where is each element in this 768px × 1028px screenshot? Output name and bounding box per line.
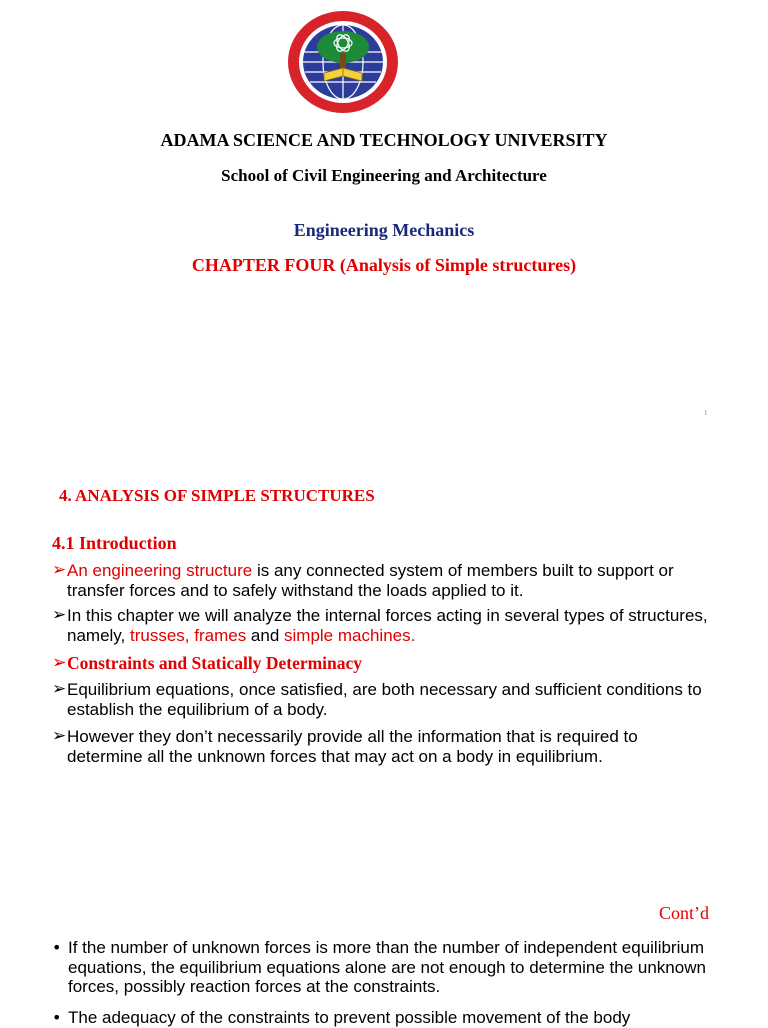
bullet-text: and <box>246 625 285 645</box>
university-logo <box>286 9 400 115</box>
university-name: ADAMA SCIENCE AND TECHNOLOGY UNIVERSITY <box>160 130 608 150</box>
dot-bullet-icon: • <box>52 1008 62 1027</box>
arrow-bullet-icon: ➢ <box>52 560 67 580</box>
bullet-constraint-adequacy <box>52 1008 712 1028</box>
bullet-text: Equilibrium equations, once satisfied, are both necessary and sufficient conditions to establish the equilibrium of a body. <box>67 680 702 719</box>
continued-label: Cont’d <box>658 903 709 923</box>
bullet-constraints-heading <box>52 653 712 673</box>
bullet-equilibrium-equations <box>52 680 712 719</box>
bullet-engineering-structure <box>52 561 712 600</box>
chapter-label: CHAPTER FOUR <box>191 255 336 275</box>
course-title: Engineering Mechanics <box>293 220 475 240</box>
bullet-text: The adequacy of the constraints to prevent possible movement of the body <box>68 1008 631 1027</box>
bullet-unknown-forces-count <box>52 938 712 997</box>
chapter-heading <box>0 255 768 276</box>
arrow-bullet-icon: ➢ <box>52 679 67 699</box>
section-title: 4. ANALYSIS OF SIMPLE STRUCTURES <box>59 486 375 505</box>
bullet-text: Constraints and Statically Determinacy <box>67 653 363 673</box>
subsection-title: 4.1 Introduction <box>52 533 177 553</box>
school-name: School of Civil Engineering and Architecture <box>221 166 547 185</box>
bullet-text: However they don’t necessarily provide all the information that is required to determine all the unknown forces that may act on a body in equilibrium. <box>67 727 638 766</box>
chapter-subtitle: (Analysis of Simple structures) <box>339 255 577 275</box>
arrow-bullet-icon: ➢ <box>52 653 67 673</box>
dot-bullet-icon: • <box>52 938 62 957</box>
bullet-chapter-scope <box>52 606 712 645</box>
bullet-text: is any connected system of members built to support or transfer forces and to safely withstand the loads applied to it. <box>67 561 674 600</box>
highlight-text: simple machines. <box>284 625 416 645</box>
page-number: 1 <box>704 409 708 417</box>
bullet-text: In this chapter we will analyze the internal forces acting in several types of structures, namely, <box>67 606 708 645</box>
university-seal-icon <box>286 9 400 115</box>
highlight-text: An engineering structure <box>67 561 253 580</box>
arrow-bullet-icon: ➢ <box>52 605 67 625</box>
highlight-text: trusses, frames <box>130 625 247 645</box>
bullet-unknown-forces <box>52 727 712 766</box>
bullet-text: If the number of unknown forces is more than the number of independent equilibrium equations, the equilibrium equations alone are not enough to determine the unknown forces, possibly reaction forces at the constraints. <box>68 938 706 996</box>
arrow-bullet-icon: ➢ <box>52 726 67 746</box>
